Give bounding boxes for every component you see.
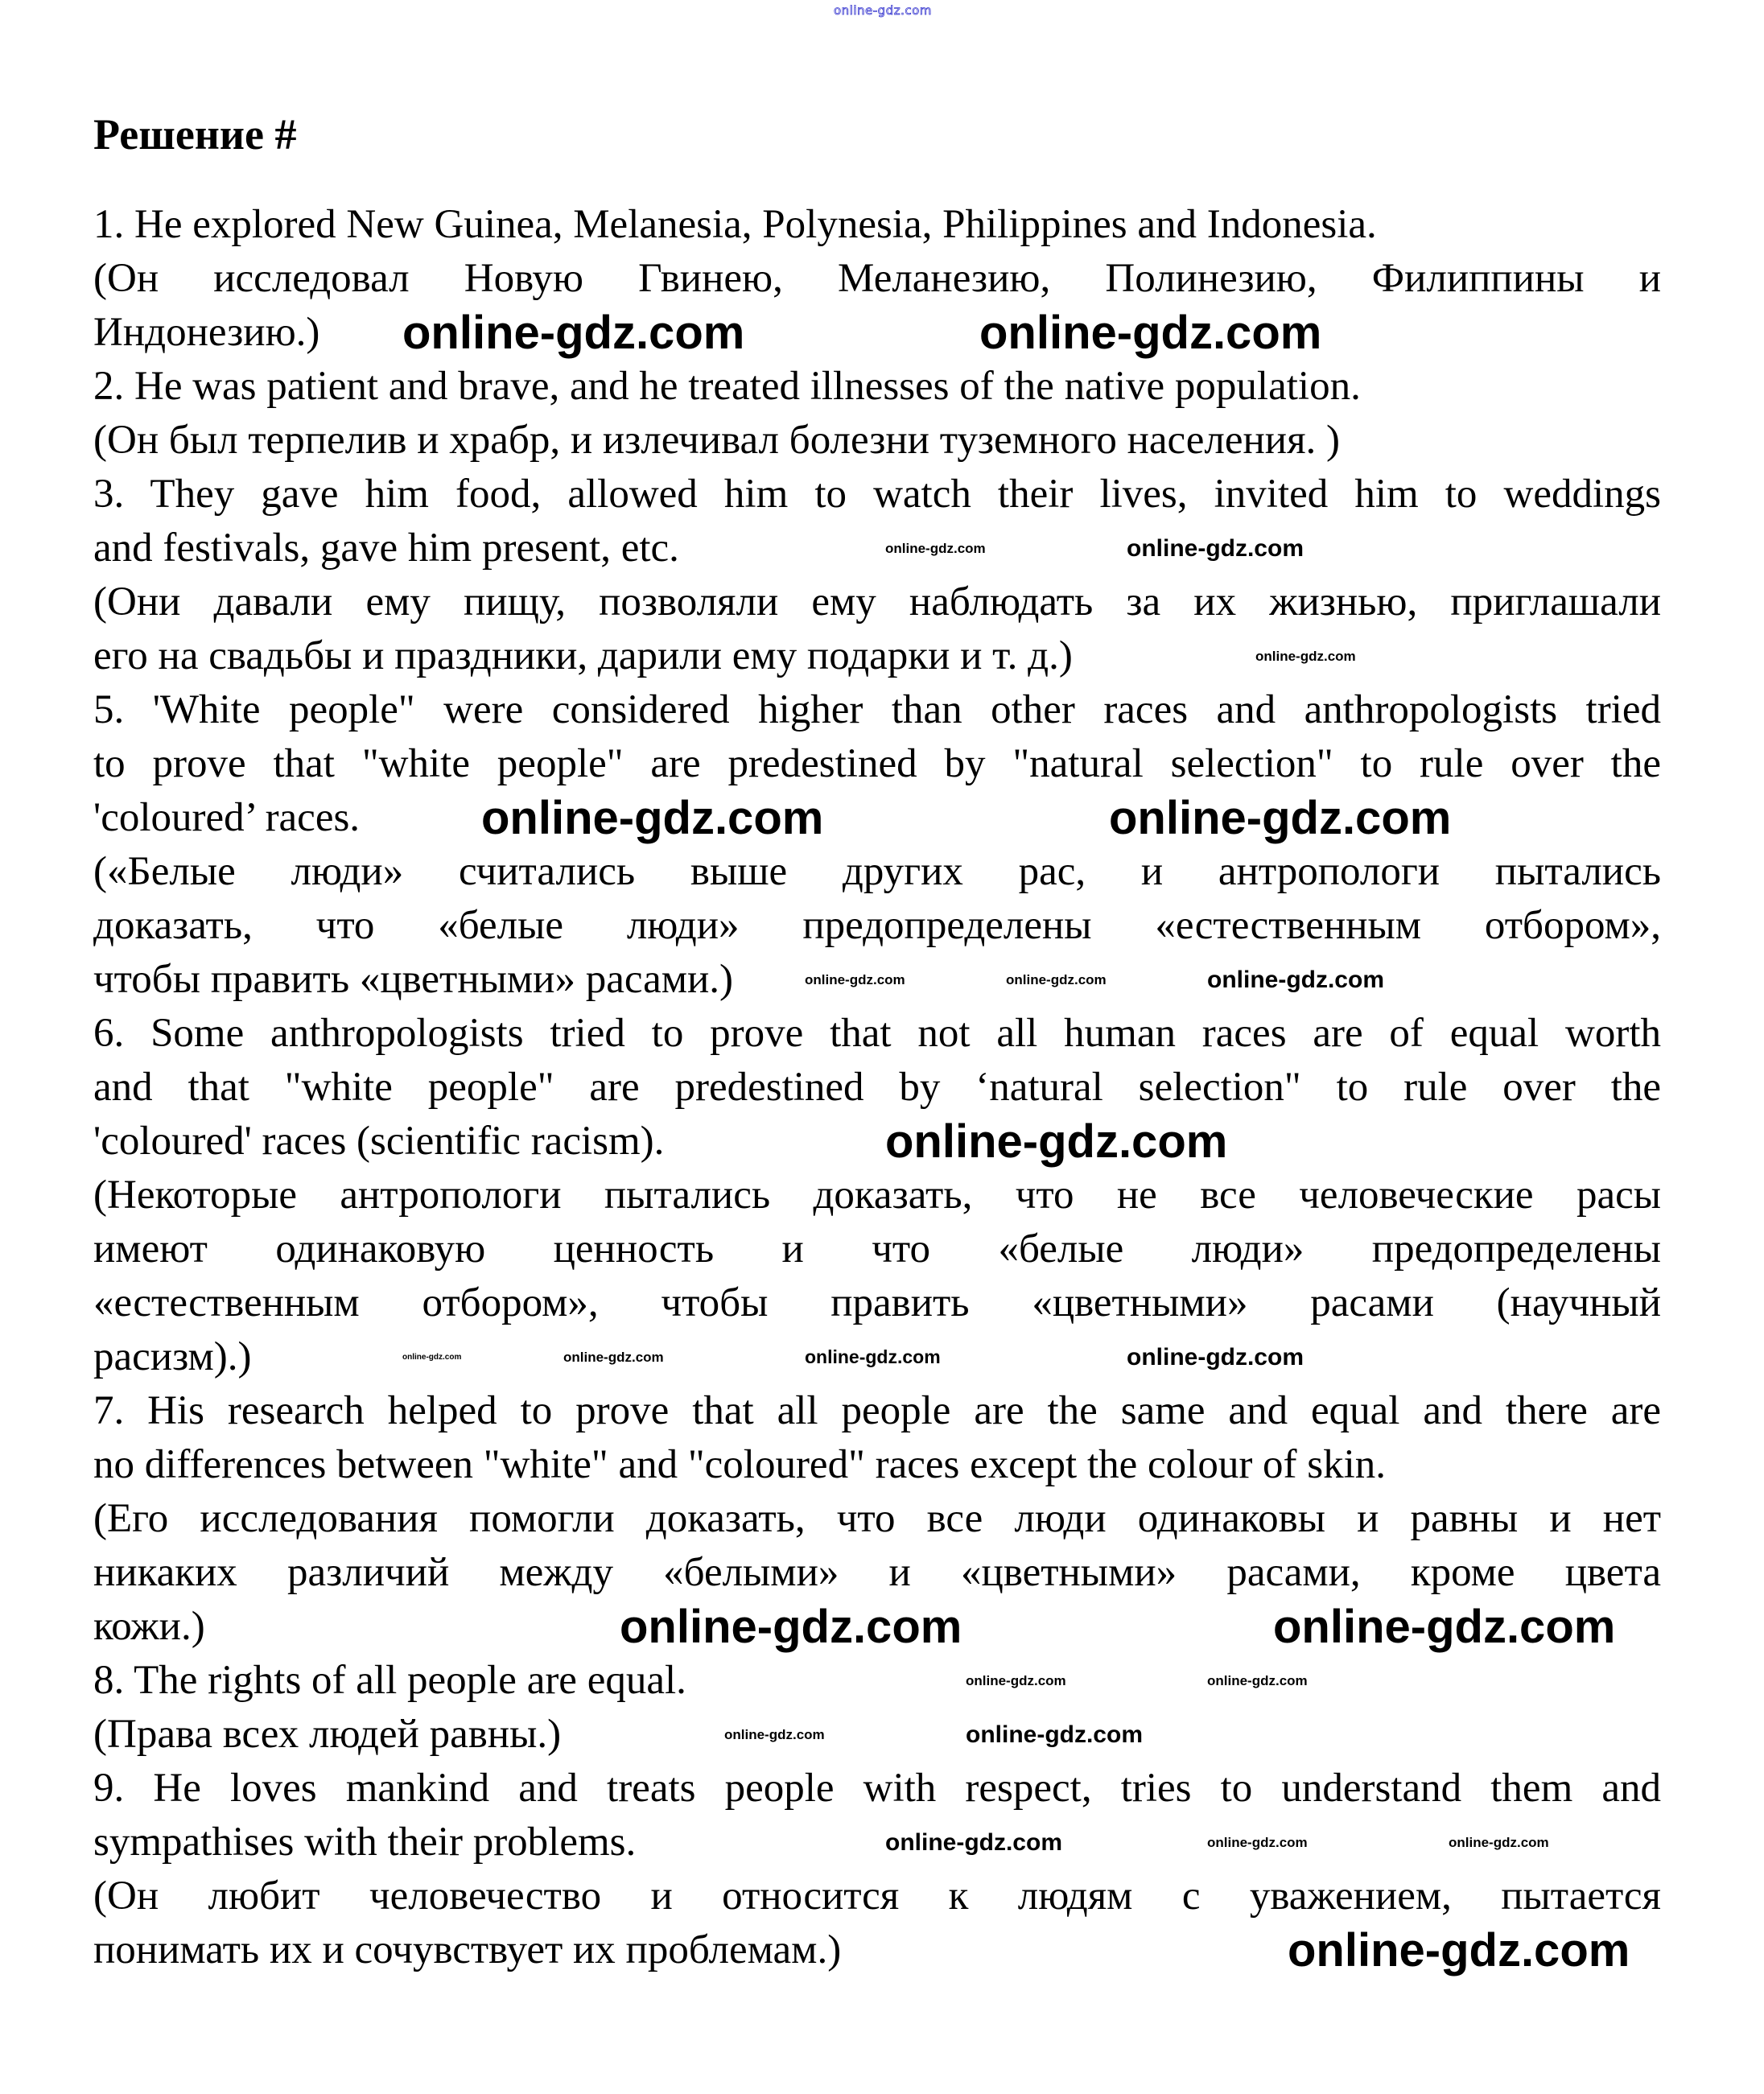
text-line: доказать, что «белые люди» предопределены «естественным отбором», xyxy=(93,903,1661,948)
watermark-text: online-gdz.com xyxy=(481,792,824,844)
text-line: расизм).) xyxy=(93,1334,252,1379)
watermark-text: online-gdz.com xyxy=(1288,1924,1630,1977)
text-line: (Некоторые антропологи пытались доказать, что не все человеческие расы xyxy=(93,1173,1661,1218)
text-line: (Он исследовал Новую Гвинею, Меланезию, Полинезию, Филиппины и xyxy=(93,256,1661,301)
watermark-text: online-gdz.com xyxy=(1255,649,1356,664)
watermark-text: online-gdz.com xyxy=(402,1353,462,1362)
watermark-text: online-gdz.com xyxy=(805,1346,941,1367)
watermark-text: online-gdz.com xyxy=(1449,1835,1549,1850)
text-line: его на свадьбы и праздники, дарили ему подарки и т. д.) xyxy=(93,633,1073,678)
text-line: 'coloured’ races. xyxy=(93,795,361,840)
text-line: and festivals, gave him present, etc. xyxy=(93,526,679,571)
watermark-text: online-gdz.com xyxy=(885,1829,1062,1856)
text-line: 5. 'White people" were considered higher than other races and anthropologists tried xyxy=(93,687,1661,732)
watermark-text: online-gdz.com xyxy=(966,1721,1143,1748)
text-line: no differences between "white" and "coloured" races except the colour of skin. xyxy=(93,1442,1387,1487)
watermark-text: online-gdz.com xyxy=(1127,1344,1304,1371)
text-line: 2. He was patient and brave, and he treated illnesses of the native population. xyxy=(93,364,1361,409)
text-line: (Он был терпелив и храбр, и излечивал болезни туземного населения. ) xyxy=(93,418,1341,463)
watermark-text: online-gdz.com xyxy=(966,1673,1066,1688)
watermark-text: online-gdz.com xyxy=(1109,792,1452,844)
watermark-text: online-gdz.com xyxy=(1207,1835,1308,1850)
text-line: чтобы править «цветными» расами.) xyxy=(93,957,734,1002)
text-line: (Он любит человечество и относится к людям с уважением, пытается xyxy=(93,1873,1661,1919)
text-line: 1. He explored New Guinea, Melanesia, Polynesia, Philippines and Indonesia. xyxy=(93,202,1377,247)
site-watermark-top: online-gdz.com xyxy=(834,3,932,18)
watermark-text: online-gdz.com xyxy=(402,307,745,359)
text-line: 8. The rights of all people are equal. xyxy=(93,1658,686,1703)
text-line: (Права всех людей равны.) xyxy=(93,1712,562,1757)
text-line: 6. Some anthropologists tried to prove that not all human races are of equal worth xyxy=(93,1011,1661,1056)
text-line: 7. His research helped to prove that all people are the same and equal and there are xyxy=(93,1388,1661,1433)
watermark-text: online-gdz.com xyxy=(724,1727,825,1742)
watermark-text: online-gdz.com xyxy=(805,972,905,987)
watermark-text: online-gdz.com xyxy=(1127,535,1304,562)
watermark-text: online-gdz.com xyxy=(620,1601,962,1653)
text-line: 'coloured' races (scientific racism). xyxy=(93,1119,665,1164)
watermark-text: online-gdz.com xyxy=(885,541,986,556)
text-line: to prove that "white people" are predestined by "natural selection" to rule over the xyxy=(93,741,1661,786)
text-line: 9. He loves mankind and treats people with respect, tries to understand them and xyxy=(93,1766,1661,1811)
watermark-text: online-gdz.com xyxy=(1006,972,1107,987)
text-line: имеют одинаковую ценность и что «белые люди» предопределены xyxy=(93,1226,1661,1272)
watermark-text: online-gdz.com xyxy=(885,1115,1228,1168)
text-line: «естественным отбором», чтобы править «цветными» расами (научный xyxy=(93,1280,1661,1325)
text-line: Индонезию.) xyxy=(93,310,320,355)
text-line: 3. They gave him food, allowed him to watch their lives, invited him to weddings xyxy=(93,472,1661,517)
text-line: (Его исследования помогли доказать, что все люди одинаковы и равны и нет xyxy=(93,1496,1661,1541)
text-line: понимать их и сочувствует их проблемам.) xyxy=(93,1927,842,1972)
watermark-text: online-gdz.com xyxy=(1207,967,1384,993)
page-heading: Решение # xyxy=(93,110,297,159)
text-line: (Они давали ему пищу, позволяли ему наблюдать за их жизнью, приглашали xyxy=(93,579,1661,624)
text-line: sympathises with their problems. xyxy=(93,1820,637,1865)
text-line: («Белые люди» считались выше других рас, и антропологи пытались xyxy=(93,849,1661,894)
watermark-text: online-gdz.com xyxy=(1207,1673,1308,1688)
watermark-text: online-gdz.com xyxy=(563,1350,664,1365)
text-line: кожи.) xyxy=(93,1604,205,1649)
watermark-text: online-gdz.com xyxy=(1273,1601,1616,1653)
watermark-text: online-gdz.com xyxy=(979,307,1322,359)
text-line: никаких различий между «белыми» и «цветными» расами, кроме цвета xyxy=(93,1550,1661,1595)
text-line: and that "white people" are predestined by ‘natural selection" to rule over the xyxy=(93,1065,1661,1110)
